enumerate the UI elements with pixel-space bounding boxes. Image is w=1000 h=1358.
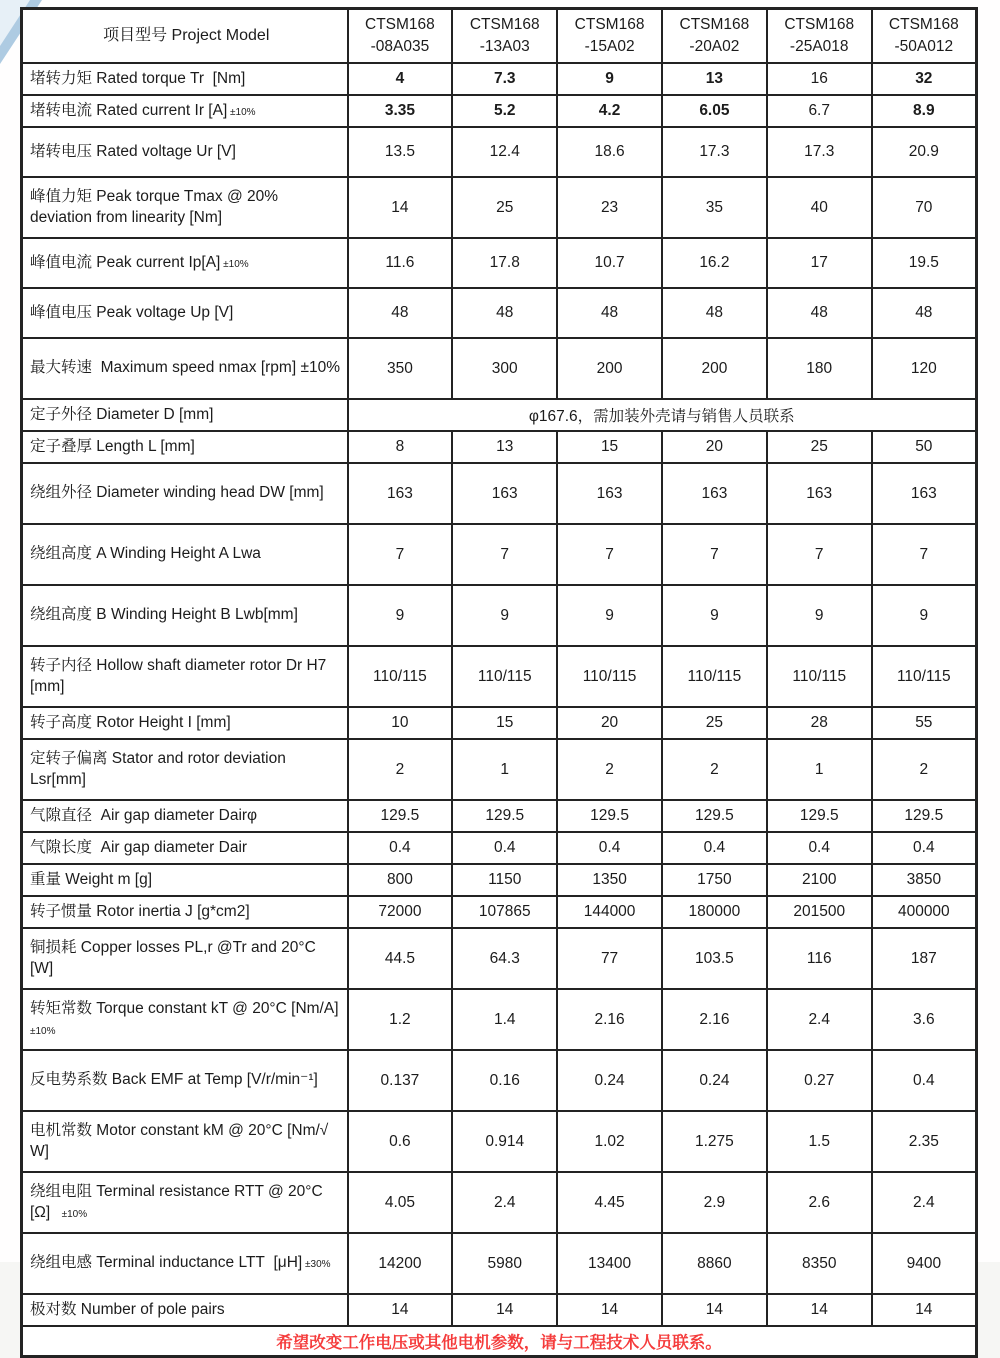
model-header-08a035: CTSM168 -08A035 bbox=[348, 9, 453, 64]
torque-constant-value-4: 2.4 bbox=[767, 989, 872, 1050]
copper-losses-value-0: 44.5 bbox=[348, 928, 453, 989]
winding-height-a-value-1: 7 bbox=[452, 524, 557, 585]
copper-losses-value-1: 64.3 bbox=[452, 928, 557, 989]
peak-current-value-5: 19.5 bbox=[872, 238, 977, 288]
table-row-rotor-inertia bbox=[22, 896, 977, 928]
air-gap-length-value-5: 0.4 bbox=[872, 832, 977, 864]
weight-value-0: 800 bbox=[348, 864, 453, 896]
rotor-height-value-5: 55 bbox=[872, 707, 977, 739]
table-row-stator-length bbox=[22, 431, 977, 463]
rated-current-value-4: 6.7 bbox=[767, 95, 872, 127]
air-gap-diameter-value-3: 129.5 bbox=[662, 800, 767, 832]
table-row-air-gap-length bbox=[22, 832, 977, 864]
rated-torque-value-2: 9 bbox=[557, 63, 662, 95]
winding-height-b-value-1: 9 bbox=[452, 585, 557, 646]
rated-voltage-value-2: 18.6 bbox=[557, 127, 662, 177]
rated-current-value-0: 3.35 bbox=[348, 95, 453, 127]
terminal-inductance-tolerance-note: ±30% bbox=[302, 1259, 331, 1271]
peak-torque-value-2: 23 bbox=[557, 177, 662, 238]
motor-constant-value-2: 1.02 bbox=[557, 1111, 662, 1172]
pole-pairs-value-4: 14 bbox=[767, 1294, 872, 1326]
table-row-rated-torque bbox=[22, 63, 977, 95]
stator-rotor-deviation-label: 定转子偏离 Stator and rotor deviation Lsr[mm] bbox=[22, 739, 348, 800]
winding-height-b-value-5: 9 bbox=[872, 585, 977, 646]
rated-torque-value-0: 4 bbox=[348, 63, 453, 95]
table-row-torque-constant bbox=[22, 989, 977, 1050]
rated-voltage-value-0: 13.5 bbox=[348, 127, 453, 177]
stator-rotor-deviation-value-4: 1 bbox=[767, 739, 872, 800]
max-speed-value-2: 200 bbox=[557, 338, 662, 399]
winding-head-diameter-value-5: 163 bbox=[872, 463, 977, 524]
rotor-height-value-0: 10 bbox=[348, 707, 453, 739]
stator-length-label: 定子叠厚 Length L [mm] bbox=[22, 431, 348, 463]
back-emf-value-1: 0.16 bbox=[452, 1050, 557, 1111]
rotor-inertia-value-0: 72000 bbox=[348, 896, 453, 928]
pole-pairs-value-5: 14 bbox=[872, 1294, 977, 1326]
table-footer bbox=[22, 1326, 977, 1357]
rated-torque-label: 堵转力矩 Rated torque Tr [Nm] bbox=[22, 63, 348, 95]
stator-length-value-3: 20 bbox=[662, 431, 767, 463]
table-header bbox=[22, 9, 977, 64]
rotor-height-value-1: 15 bbox=[452, 707, 557, 739]
winding-head-diameter-value-1: 163 bbox=[452, 463, 557, 524]
hollow-shaft-diameter-value-3: 110/115 bbox=[662, 646, 767, 707]
rotor-height-value-4: 28 bbox=[767, 707, 872, 739]
weight-value-1: 1150 bbox=[452, 864, 557, 896]
terminal-resistance-label: 绕组电阻 Terminal resistance RTT @ 20°C [Ω] ±10% bbox=[22, 1172, 348, 1233]
peak-torque-value-5: 70 bbox=[872, 177, 977, 238]
torque-constant-value-1: 1.4 bbox=[452, 989, 557, 1050]
footer-note: 希望改变工作电压或其他电机参数，请与工程技术人员联系。 bbox=[22, 1326, 977, 1357]
back-emf-value-3: 0.24 bbox=[662, 1050, 767, 1111]
stator-rotor-deviation-value-3: 2 bbox=[662, 739, 767, 800]
terminal-resistance-value-2: 4.45 bbox=[557, 1172, 662, 1233]
weight-value-4: 2100 bbox=[767, 864, 872, 896]
rotor-inertia-value-5: 400000 bbox=[872, 896, 977, 928]
max-speed-value-3: 200 bbox=[662, 338, 767, 399]
stator-outer-diameter-merged-value: φ167.6，需加装外壳请与销售人员联系 bbox=[348, 399, 977, 431]
model-header-50a012: CTSM168 -50A012 bbox=[872, 9, 977, 64]
peak-voltage-value-3: 48 bbox=[662, 288, 767, 338]
pole-pairs-value-0: 14 bbox=[348, 1294, 453, 1326]
hollow-shaft-diameter-value-2: 110/115 bbox=[557, 646, 662, 707]
table-row-stator-rotor-deviation bbox=[22, 739, 977, 800]
copper-losses-value-2: 77 bbox=[557, 928, 662, 989]
peak-voltage-value-2: 48 bbox=[557, 288, 662, 338]
peak-torque-value-4: 40 bbox=[767, 177, 872, 238]
copper-losses-label: 铜损耗 Copper losses PL,r @Tr and 20°C [W] bbox=[22, 928, 348, 989]
rotor-inertia-value-1: 107865 bbox=[452, 896, 557, 928]
back-emf-value-2: 0.24 bbox=[557, 1050, 662, 1111]
hollow-shaft-diameter-value-1: 110/115 bbox=[452, 646, 557, 707]
rated-torque-value-5: 32 bbox=[872, 63, 977, 95]
table-row-weight bbox=[22, 864, 977, 896]
rated-current-value-1: 5.2 bbox=[452, 95, 557, 127]
stator-rotor-deviation-value-5: 2 bbox=[872, 739, 977, 800]
winding-head-diameter-value-4: 163 bbox=[767, 463, 872, 524]
peak-voltage-value-4: 48 bbox=[767, 288, 872, 338]
rated-torque-value-3: 13 bbox=[662, 63, 767, 95]
peak-torque-value-3: 35 bbox=[662, 177, 767, 238]
terminal-inductance-value-4: 8350 bbox=[767, 1233, 872, 1294]
rotor-inertia-value-2: 144000 bbox=[557, 896, 662, 928]
peak-torque-value-1: 25 bbox=[452, 177, 557, 238]
winding-head-diameter-value-2: 163 bbox=[557, 463, 662, 524]
project-model-header: 项目型号 Project Model bbox=[22, 9, 348, 64]
table-body bbox=[22, 63, 977, 1326]
rated-current-label: 堵转电流 Rated current Ir [A] ±10% bbox=[22, 95, 348, 127]
air-gap-diameter-value-2: 129.5 bbox=[557, 800, 662, 832]
table-row-max-speed bbox=[22, 338, 977, 399]
winding-height-a-label: 绕组高度 A Winding Height A Lwa bbox=[22, 524, 348, 585]
peak-current-value-3: 16.2 bbox=[662, 238, 767, 288]
motor-constant-label: 电机常数 Motor constant kM @ 20°C [Nm/√ W] bbox=[22, 1111, 348, 1172]
rated-current-value-2: 4.2 bbox=[557, 95, 662, 127]
rotor-height-label: 转子高度 Rotor Height I [mm] bbox=[22, 707, 348, 739]
copper-losses-value-5: 187 bbox=[872, 928, 977, 989]
hollow-shaft-diameter-value-4: 110/115 bbox=[767, 646, 872, 707]
air-gap-length-value-4: 0.4 bbox=[767, 832, 872, 864]
air-gap-length-value-1: 0.4 bbox=[452, 832, 557, 864]
motor-constant-value-3: 1.275 bbox=[662, 1111, 767, 1172]
pole-pairs-value-2: 14 bbox=[557, 1294, 662, 1326]
table-row-peak-torque bbox=[22, 177, 977, 238]
winding-head-diameter-value-0: 163 bbox=[348, 463, 453, 524]
header-row bbox=[22, 9, 977, 64]
model-header-20a02: CTSM168 -20A02 bbox=[662, 9, 767, 64]
stator-length-value-2: 15 bbox=[557, 431, 662, 463]
terminal-resistance-value-3: 2.9 bbox=[662, 1172, 767, 1233]
air-gap-length-value-3: 0.4 bbox=[662, 832, 767, 864]
rated-current-value-5: 8.9 bbox=[872, 95, 977, 127]
air-gap-diameter-label: 气隙直径 Air gap diameter Dairφ bbox=[22, 800, 348, 832]
winding-height-a-value-5: 7 bbox=[872, 524, 977, 585]
table-row-copper-losses bbox=[22, 928, 977, 989]
torque-constant-value-0: 1.2 bbox=[348, 989, 453, 1050]
weight-value-5: 3850 bbox=[872, 864, 977, 896]
motor-constant-value-4: 1.5 bbox=[767, 1111, 872, 1172]
footer-row bbox=[22, 1326, 977, 1357]
winding-height-b-value-2: 9 bbox=[557, 585, 662, 646]
torque-constant-label: 转矩常数 Torque constant kT @ 20°C [Nm/A] ±10% bbox=[22, 989, 348, 1050]
terminal-inductance-value-1: 5980 bbox=[452, 1233, 557, 1294]
max-speed-value-4: 180 bbox=[767, 338, 872, 399]
hollow-shaft-diameter-label: 转子内径 Hollow shaft diameter rotor Dr H7 [mm] bbox=[22, 646, 348, 707]
winding-head-diameter-value-3: 163 bbox=[662, 463, 767, 524]
terminal-resistance-value-5: 2.4 bbox=[872, 1172, 977, 1233]
winding-height-b-label: 绕组高度 B Winding Height B Lwb[mm] bbox=[22, 585, 348, 646]
terminal-inductance-value-2: 13400 bbox=[557, 1233, 662, 1294]
table-row-peak-voltage bbox=[22, 288, 977, 338]
table-row-hollow-shaft-diameter bbox=[22, 646, 977, 707]
terminal-resistance-tolerance-note: ±10% bbox=[58, 1208, 88, 1220]
stator-length-value-5: 50 bbox=[872, 431, 977, 463]
stator-length-value-4: 25 bbox=[767, 431, 872, 463]
rated-current-tolerance-note: ±10% bbox=[227, 106, 256, 118]
rated-voltage-value-4: 17.3 bbox=[767, 127, 872, 177]
terminal-resistance-value-1: 2.4 bbox=[452, 1172, 557, 1233]
stator-length-value-1: 13 bbox=[452, 431, 557, 463]
air-gap-diameter-value-5: 129.5 bbox=[872, 800, 977, 832]
winding-height-a-value-2: 7 bbox=[557, 524, 662, 585]
table-row-peak-current bbox=[22, 238, 977, 288]
torque-constant-value-3: 2.16 bbox=[662, 989, 767, 1050]
model-header-15a02: CTSM168 -15A02 bbox=[557, 9, 662, 64]
table-row-terminal-resistance bbox=[22, 1172, 977, 1233]
back-emf-value-0: 0.137 bbox=[348, 1050, 453, 1111]
hollow-shaft-diameter-value-5: 110/115 bbox=[872, 646, 977, 707]
rotor-inertia-label: 转子惯量 Rotor inertia J [g*cm2] bbox=[22, 896, 348, 928]
pole-pairs-value-1: 14 bbox=[452, 1294, 557, 1326]
pole-pairs-label: 极对数 Number of pole pairs bbox=[22, 1294, 348, 1326]
table-row-winding-height-a bbox=[22, 524, 977, 585]
rotor-inertia-value-4: 201500 bbox=[767, 896, 872, 928]
peak-current-value-0: 11.6 bbox=[348, 238, 453, 288]
peak-current-value-4: 17 bbox=[767, 238, 872, 288]
max-speed-value-0: 350 bbox=[348, 338, 453, 399]
rated-torque-value-1: 7.3 bbox=[452, 63, 557, 95]
terminal-inductance-value-3: 8860 bbox=[662, 1233, 767, 1294]
table-row-winding-head-diameter bbox=[22, 463, 977, 524]
stator-rotor-deviation-value-0: 2 bbox=[348, 739, 453, 800]
weight-label: 重量 Weight m [g] bbox=[22, 864, 348, 896]
terminal-resistance-value-0: 4.05 bbox=[348, 1172, 453, 1233]
stator-outer-diameter-label: 定子外径 Diameter D [mm] bbox=[22, 399, 348, 431]
peak-voltage-value-1: 48 bbox=[452, 288, 557, 338]
model-header-13a03: CTSM168 -13A03 bbox=[452, 9, 557, 64]
winding-height-b-value-0: 9 bbox=[348, 585, 453, 646]
copper-losses-value-3: 103.5 bbox=[662, 928, 767, 989]
peak-voltage-value-5: 48 bbox=[872, 288, 977, 338]
peak-voltage-value-0: 48 bbox=[348, 288, 453, 338]
winding-height-b-value-3: 9 bbox=[662, 585, 767, 646]
back-emf-value-4: 0.27 bbox=[767, 1050, 872, 1111]
max-speed-label: 最大转速 Maximum speed nmax [rpm] ±10% bbox=[22, 338, 348, 399]
table-row-rated-current bbox=[22, 95, 977, 127]
table-row-back-emf bbox=[22, 1050, 977, 1111]
table-row-pole-pairs bbox=[22, 1294, 977, 1326]
terminal-inductance-label: 绕组电感 Terminal inductance LTT [μH] ±30% bbox=[22, 1233, 348, 1294]
air-gap-diameter-value-0: 129.5 bbox=[348, 800, 453, 832]
peak-current-value-2: 10.7 bbox=[557, 238, 662, 288]
rotor-inertia-value-3: 180000 bbox=[662, 896, 767, 928]
stator-rotor-deviation-value-1: 1 bbox=[452, 739, 557, 800]
max-speed-value-1: 300 bbox=[452, 338, 557, 399]
weight-value-2: 1350 bbox=[557, 864, 662, 896]
motor-spec-table bbox=[20, 7, 978, 1358]
terminal-resistance-value-4: 2.6 bbox=[767, 1172, 872, 1233]
rated-torque-value-4: 16 bbox=[767, 63, 872, 95]
torque-constant-value-2: 2.16 bbox=[557, 989, 662, 1050]
table-row-terminal-inductance bbox=[22, 1233, 977, 1294]
winding-head-diameter-label: 绕组外径 Diameter winding head DW [mm] bbox=[22, 463, 348, 524]
torque-constant-tolerance-note: ±10% bbox=[30, 1025, 56, 1037]
stator-rotor-deviation-value-2: 2 bbox=[557, 739, 662, 800]
copper-losses-value-4: 116 bbox=[767, 928, 872, 989]
terminal-inductance-value-5: 9400 bbox=[872, 1233, 977, 1294]
hollow-shaft-diameter-value-0: 110/115 bbox=[348, 646, 453, 707]
rated-voltage-value-1: 12.4 bbox=[452, 127, 557, 177]
peak-torque-value-0: 14 bbox=[348, 177, 453, 238]
max-speed-value-5: 120 bbox=[872, 338, 977, 399]
winding-height-a-value-4: 7 bbox=[767, 524, 872, 585]
torque-constant-value-5: 3.6 bbox=[872, 989, 977, 1050]
winding-height-a-value-0: 7 bbox=[348, 524, 453, 585]
peak-current-value-1: 17.8 bbox=[452, 238, 557, 288]
table-row-air-gap-diameter bbox=[22, 800, 977, 832]
motor-constant-value-1: 0.914 bbox=[452, 1111, 557, 1172]
motor-constant-value-0: 0.6 bbox=[348, 1111, 453, 1172]
back-emf-label: 反电势系数 Back EMF at Temp [V/r/min⁻¹] bbox=[22, 1050, 348, 1111]
table-row-motor-constant bbox=[22, 1111, 977, 1172]
peak-torque-label: 峰值力矩 Peak torque Tmax @ 20% deviation from linearity [Nm] bbox=[22, 177, 348, 238]
peak-current-tolerance-note: ±10% bbox=[220, 258, 249, 270]
rotor-height-value-3: 25 bbox=[662, 707, 767, 739]
peak-current-label: 峰值电流 Peak current Ip[A] ±10% bbox=[22, 238, 348, 288]
rated-current-value-3: 6.05 bbox=[662, 95, 767, 127]
table-row-rotor-height bbox=[22, 707, 977, 739]
rotor-height-value-2: 20 bbox=[557, 707, 662, 739]
air-gap-length-value-0: 0.4 bbox=[348, 832, 453, 864]
winding-height-a-value-3: 7 bbox=[662, 524, 767, 585]
terminal-inductance-value-0: 14200 bbox=[348, 1233, 453, 1294]
weight-value-3: 1750 bbox=[662, 864, 767, 896]
rated-voltage-value-3: 17.3 bbox=[662, 127, 767, 177]
air-gap-diameter-value-1: 129.5 bbox=[452, 800, 557, 832]
table-row-winding-height-b bbox=[22, 585, 977, 646]
stator-length-value-0: 8 bbox=[348, 431, 453, 463]
rated-voltage-value-5: 20.9 bbox=[872, 127, 977, 177]
back-emf-value-5: 0.4 bbox=[872, 1050, 977, 1111]
table-row-rated-voltage bbox=[22, 127, 977, 177]
pole-pairs-value-3: 14 bbox=[662, 1294, 767, 1326]
motor-constant-value-5: 2.35 bbox=[872, 1111, 977, 1172]
winding-height-b-value-4: 9 bbox=[767, 585, 872, 646]
air-gap-diameter-value-4: 129.5 bbox=[767, 800, 872, 832]
air-gap-length-label: 气隙长度 Air gap diameter Dair bbox=[22, 832, 348, 864]
rated-voltage-label: 堵转电压 Rated voltage Ur [V] bbox=[22, 127, 348, 177]
table-row-stator-outer-diameter bbox=[22, 399, 977, 431]
air-gap-length-value-2: 0.4 bbox=[557, 832, 662, 864]
model-header-25a018: CTSM168 -25A018 bbox=[767, 9, 872, 64]
peak-voltage-label: 峰值电压 Peak voltage Up [V] bbox=[22, 288, 348, 338]
